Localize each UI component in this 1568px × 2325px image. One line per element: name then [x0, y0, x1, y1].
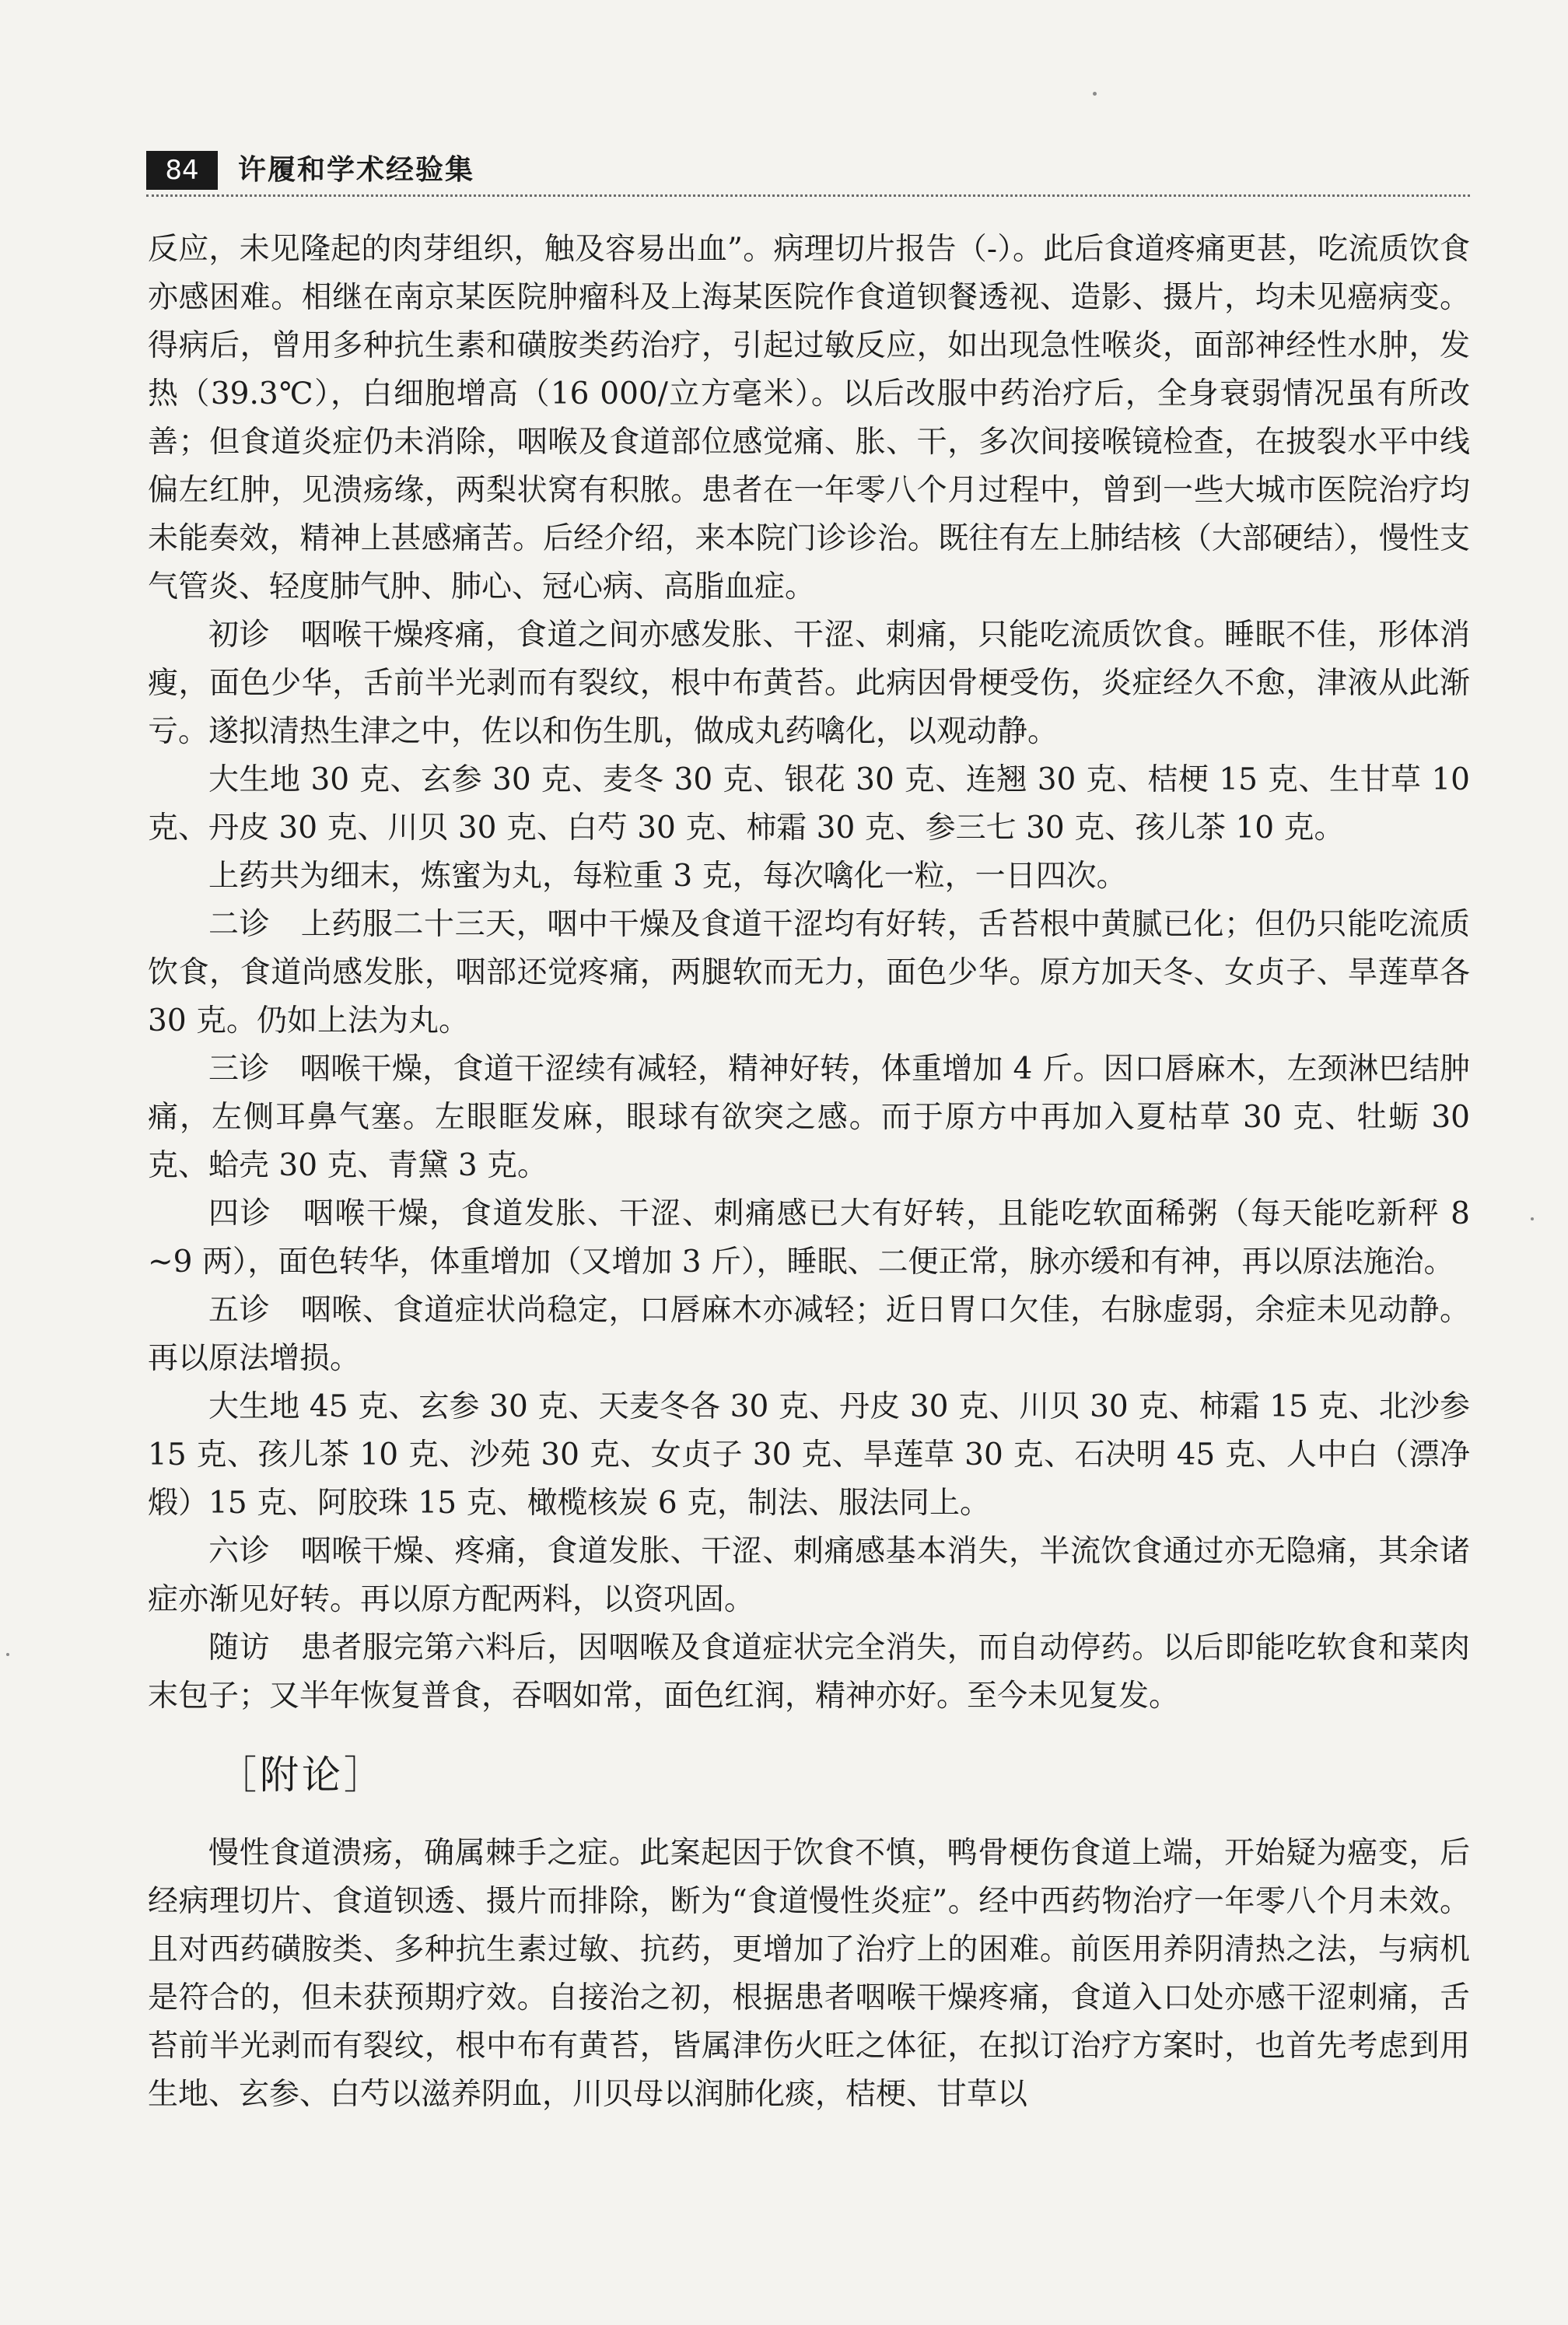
paragraph-fifth-visit: 五诊 咽喉、食道症状尚稳定，口唇麻木亦减轻；近日胃口欠佳，右脉虚弱，余症未见动静。再以原法增损。	[148, 1293, 1470, 1376]
scan-speck	[1093, 92, 1097, 96]
scan-speck	[6, 1653, 9, 1656]
paragraph-preparation: 上药共为细末，炼蜜为丸，每粒重 3 克，每次噙化一粒，一日四次。	[208, 859, 1127, 894]
scan-speck	[1531, 1217, 1534, 1220]
paragraph-prescription-1: 大生地 30 克、玄参 30 克、麦冬 30 克、银花 30 克、连翘 30 克、桔梗 15 克、生甘草 10 克、丹皮 30 克、川贝 30 克、白芍 30 克、柿霜 30 克、参三七 30 克、孩儿茶 10 克。	[148, 762, 1470, 846]
paragraph-fourth-visit: 四诊 咽喉干燥，食道发胀、干涩、刺痛感已大有好转，且能吃软面稀粥（每天能吃新秤 8 ~9 两），面色转华，体重增加（又增加 3 斤），睡眠、二便正常，脉亦缓和有神，再以原法施治。	[148, 1196, 1470, 1280]
paragraph-second-visit: 二诊 上药服二十三天，咽中干燥及食道干涩均有好转，舌苔根中黄腻已化；但仍只能吃流质饮食，食道尚感发胀，咽部还觉疼痛，两腿软而无力，面色少华。原方加天冬、女贞子、旱莲草各 30 克。仍如上法为丸。	[148, 907, 1470, 1038]
body-text	[148, 226, 1470, 2119]
paragraph-first-visit: 初诊 咽喉干燥疼痛，食道之间亦感发胀、干涩、刺痛，只能吃流质饮食。睡眠不佳，形体消瘦，面色少华，舌前半光剥而有裂纹，根中布黄苔。此病因骨梗受伤，炎症经久不愈，津液从此渐亏。遂拟清热生津之中，佐以和伤生肌，做成丸药噙化，以观动静。	[148, 618, 1470, 749]
paragraph-follow-up: 随访 患者服完第六料后，因咽喉及食道症状完全消失，而自动停药。以后即能吃软食和菜肉末包子；又半年恢复普食，吞咽如常，面色红润，精神亦好。至今未见复发。	[148, 1630, 1470, 1714]
section-heading-discussion: ［附论］	[218, 1753, 386, 1798]
paragraph-discussion: 慢性食道溃疡，确属棘手之症。此案起因于饮食不慎，鸭骨梗伤食道上端，开始疑为癌变，后经病理切片、食道钡透、摄片而排除，断为“食道慢性炎症”。经中西药物治疗一年零八个月未效。且对西药磺胺类、多种抗生素过敏、抗药，更增加了治疗上的困难。前医用养阴清热之法，与病机是符合的，但未获预期疗效。自接治之初，根据患者咽喉干燥疼痛，食道入口处亦感干涩刺痛，舌苔前半光剥而有裂纹，根中布有黄苔，皆属津伤火旺之体征，在拟订治疗方案时，也首先考虑到用生地、玄参、白芍以滋养阴血，川贝母以润肺化痰，桔梗、甘草以	[148, 1836, 1470, 2112]
header-divider	[146, 194, 1470, 197]
page-number: 84	[146, 151, 218, 190]
paragraph-third-visit: 三诊 咽喉干燥，食道干涩续有减轻，精神好转，体重增加 4 斤。因口唇麻木，左颈淋巴结肿痛，左侧耳鼻气塞。左眼眶发麻，眼球有欲突之感。而于原方中再加入夏枯草 30 克、牡蛎 30 克、蛤壳 30 克、青黛 3 克。	[148, 1052, 1470, 1183]
paragraph-history: 反应，未见隆起的肉芽组织，触及容易出血”。病理切片报告（-）。此后食道疼痛更甚，吃流质饮食亦感困难。相继在南京某医院肿瘤科及上海某医院作食道钡餐透视、造影、摄片，均未见癌病变。得病后，曾用多种抗生素和磺胺类药治疗，引起过敏反应，如出现急性喉炎，面部神经性水肿，发热（39.3℃），白细胞增高（16 000/立方毫米）。以后改服中药治疗后，全身衰弱情况虽有所改善；但食道炎症仍未消除，咽喉及食道部位感觉痛、胀、干，多次间接喉镜检查，在披裂水平中线偏左红肿，见溃疡缘，两梨状窝有积脓。患者在一年零八个月过程中，曾到一些大城市医院治疗均未能奏效，精神上甚感痛苦。后经介绍，来本院门诊诊治。既往有左上肺结核（大部硬结），慢性支气管炎、轻度肺气肿、肺心、冠心病、高脂血症。	[148, 232, 1470, 604]
book-title: 许履和学术经验集	[238, 154, 475, 186]
paragraph-prescription-2: 大生地 45 克、玄参 30 克、天麦冬各 30 克、丹皮 30 克、川贝 30 克、柿霜 15 克、北沙参 15 克、孩儿茶 10 克、沙苑 30 克、女贞子 30 克、旱莲草 30 克、石决明 45 克、人中白（漂净煅）15 克、阿胶珠 15 克、橄榄核炭 6 克，制法、服法同上。	[148, 1389, 1470, 1521]
paragraph-sixth-visit: 六诊 咽喉干燥、疼痛，食道发胀、干涩、刺痛感基本消失，半流饮食通过亦无隐痛，其余诸症亦渐见好转。再以原方配两料，以资巩固。	[148, 1534, 1470, 1617]
page-header	[146, 151, 1470, 194]
